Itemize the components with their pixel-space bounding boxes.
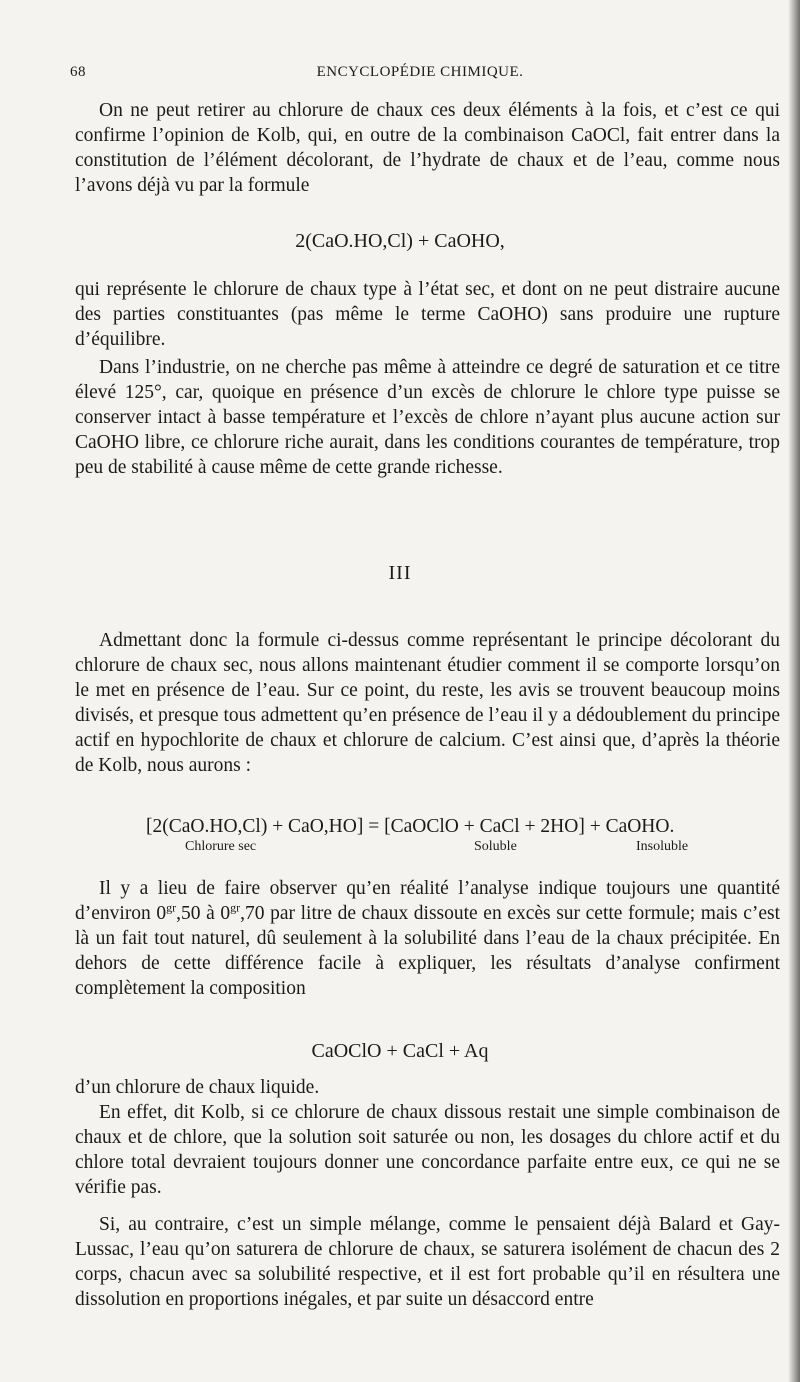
paragraph-8: Si, au contraire, c’est un simple mélange, comme le pensaient déjà Balard et Gay-Lussac, l’eau qu’on saturera de chlorure de chaux, se saturera isolément de chacun des 2 corps, chacun avec sa solubilité respective, et il est fort probable qu’il en résultera une dissolution en proportions inégales, et par suite un désaccord entre [75,1214,780,1310]
paragraph-4: Admettant donc la formule ci-dessus comme représentant le principe décolorant du chlorure de chaux sec, nous allons maintenant étudier comment il se comporte lorsqu’on le met en présence de l’eau. Sur ce point, du reste, les avis se trouvent beaucoup moins divisés, et presque tous admettent qu’en présence de l’eau il y a dédoublement du principe actif en hypochlorite de chaux et chlorure de calcium. C’est ainsi que, d’après la théorie de Kolb, nous aurons : [75,630,780,776]
paragraph-1: On ne peut retirer au chlorure de chaux ces deux éléments à la fois, et c’est ce qui confirme l’opinion de Kolb, qui, en outre de la combinaison CaOCl, fait entrer dans la constitution de l’élément décolorant, de l’hydrate de chaux et de l’eau, comme nous l’avons déjà vu par la formule [75,100,780,196]
paragraph-7: En effet, dit Kolb, si ce chlorure de chaux dissous restait une simple combinaison de chaux et de chlore, que la solution soit saturée ou non, les dosages du chlore actif et du chlore total devraient toujours donner une concordance parfaite entre eux, ce qui ne se vérifie pas. [75,1102,780,1198]
label-insoluble: Insoluble [636,839,689,854]
formula-liquid-chloride: CaOClO + CaCl + Aq [311,1040,489,1062]
running-title: ENCYCLOPÉDIE CHIMIQUE. [316,64,524,80]
page-number: 68 [70,64,86,80]
page-header [70,64,770,88]
formula-dry-chloride: 2(CaO.HO,Cl) + CaOHO, [295,230,505,252]
page-edge-shadow [788,0,800,1382]
paragraph-3: Dans l’industrie, on ne cherche pas même à atteindre ce degré de saturation et ce titre élevé 125°, car, quoique en présence d’un excès de chlorure le chlore type puisse se conserver intact à basse température et l’excès de chlore n’ayant plus aucune action sur CaOHO libre, ce chlorure riche aurait, dans les conditions courantes de température, trop peu de stabilité à cause même de cette grande richesse. [75,357,780,478]
label-soluble: Soluble [474,839,517,854]
paragraph-2: qui représente le chlorure de chaux type à l’état sec, et dont on ne peut distraire aucune des parties constituantes (pas même le terme CaOHO) sans produire une rupture d’équilibre. [75,279,780,350]
paragraph-5: Il y a lieu de faire observer qu’en réalité l’analyse indique toujours une quantité d’environ $0^{gr},50$ à $0^{gr},70$ par litre de chaux dissoute en excès sur cette formule; mais c’est là un fait tout naturel, dû seulement à la solubilité dans l’eau de la chaux précipitée. En dehors de cette différence facile à expliquer, les résultats d’analyse confirment complètement la composition [75,878,781,999]
paragraph-6: d’un chlorure de chaux liquide. [75,1077,320,1098]
section-number: III [388,562,412,584]
kolb-equation: [2(CaO.HO,Cl) + CaO,HO] = [CaOClO + CaCl + 2HO] + CaOHO. [146,816,675,837]
label-chlorure-sec: Chlorure sec [185,839,257,854]
